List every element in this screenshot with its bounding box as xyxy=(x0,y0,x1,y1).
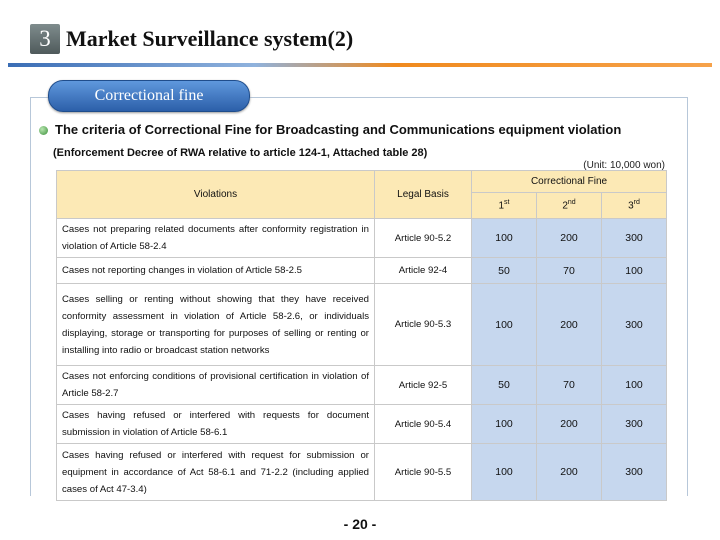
page-number: - 20 - xyxy=(343,516,377,532)
table-row xyxy=(57,405,667,444)
table-row xyxy=(57,258,667,284)
fine-first-cell: 50 xyxy=(472,366,537,405)
legal-basis-cell: Article 90-5.4 xyxy=(375,405,472,444)
header-second: 2nd xyxy=(537,193,602,219)
fine-second-cell: 200 xyxy=(537,444,602,501)
violation-cell: Cases having refused or interfered with requests for document submission in violation of Article 58-6.1 xyxy=(57,405,375,444)
violation-cell: Cases having refused or interfered with request for submission or equipment in accordance of Act 58-6.1 and 71-2.2 (including applied cases of Act 47-3.4) xyxy=(57,444,375,501)
page-title: Market Surveillance system(2) xyxy=(66,26,354,51)
correctional-fine-table xyxy=(56,170,667,501)
title-row xyxy=(30,22,353,56)
fine-third-cell: 300 xyxy=(602,444,667,501)
fine-first-cell: 100 xyxy=(472,284,537,366)
table-row xyxy=(57,284,667,366)
fine-second-cell: 200 xyxy=(537,219,602,258)
legal-basis-cell: Article 90-5.5 xyxy=(375,444,472,501)
fine-second-cell: 70 xyxy=(537,258,602,284)
header-first: 1st xyxy=(472,193,537,219)
violation-cell: Cases not preparing related documents after conformity registration in violation of Article 58-2.4 xyxy=(57,219,375,258)
legal-basis-cell: Article 92-5 xyxy=(375,366,472,405)
fine-second-cell: 70 xyxy=(537,366,602,405)
header-correctional-fine: Correctional Fine xyxy=(472,171,667,193)
legal-basis-cell: Article 90-5.3 xyxy=(375,284,472,366)
fine-third-cell: 100 xyxy=(602,258,667,284)
fine-third-cell: 300 xyxy=(602,219,667,258)
violation-cell: Cases not enforcing conditions of provisional certification in violation of Article 58-2.7 xyxy=(57,366,375,405)
content-heading: The criteria of Correctional Fine for Broadcasting and Communications equipment violation xyxy=(55,122,622,137)
table-row xyxy=(57,444,667,501)
unit-note: (Unit: 10,000 won) xyxy=(583,160,665,171)
fine-second-cell: 200 xyxy=(537,405,602,444)
fine-first-cell: 100 xyxy=(472,444,537,501)
fine-first-cell: 50 xyxy=(472,258,537,284)
header-violations: Violations xyxy=(57,171,375,219)
legal-basis-cell: Article 90-5.2 xyxy=(375,219,472,258)
bullet-icon xyxy=(39,126,48,135)
header-third: 3rd xyxy=(602,193,667,219)
table-row xyxy=(57,219,667,258)
fine-third-cell: 100 xyxy=(602,366,667,405)
fine-third-cell: 300 xyxy=(602,405,667,444)
table-row xyxy=(57,366,667,405)
fine-third-cell: 300 xyxy=(602,284,667,366)
header-legal-basis: Legal Basis xyxy=(375,171,472,219)
title-divider xyxy=(8,63,712,67)
section-tab: Correctional fine xyxy=(48,80,250,112)
legal-basis-cell: Article 92-4 xyxy=(375,258,472,284)
section-number-badge: 3 xyxy=(30,24,60,54)
violation-cell: Cases selling or renting without showing that they have received conformity assessment in violation of Article 58-2.6, or individuals displaying, storage or transporting for purposes of selling or renting or installing into radio or broadcast station networks xyxy=(57,284,375,366)
content-subheading: (Enforcement Decree of RWA relative to article 124-1, Attached table 28) xyxy=(53,147,428,159)
fine-first-cell: 100 xyxy=(472,219,537,258)
violation-cell: Cases not reporting changes in violation of Article 58-2.5 xyxy=(57,258,375,284)
fine-second-cell: 200 xyxy=(537,284,602,366)
fine-first-cell: 100 xyxy=(472,405,537,444)
